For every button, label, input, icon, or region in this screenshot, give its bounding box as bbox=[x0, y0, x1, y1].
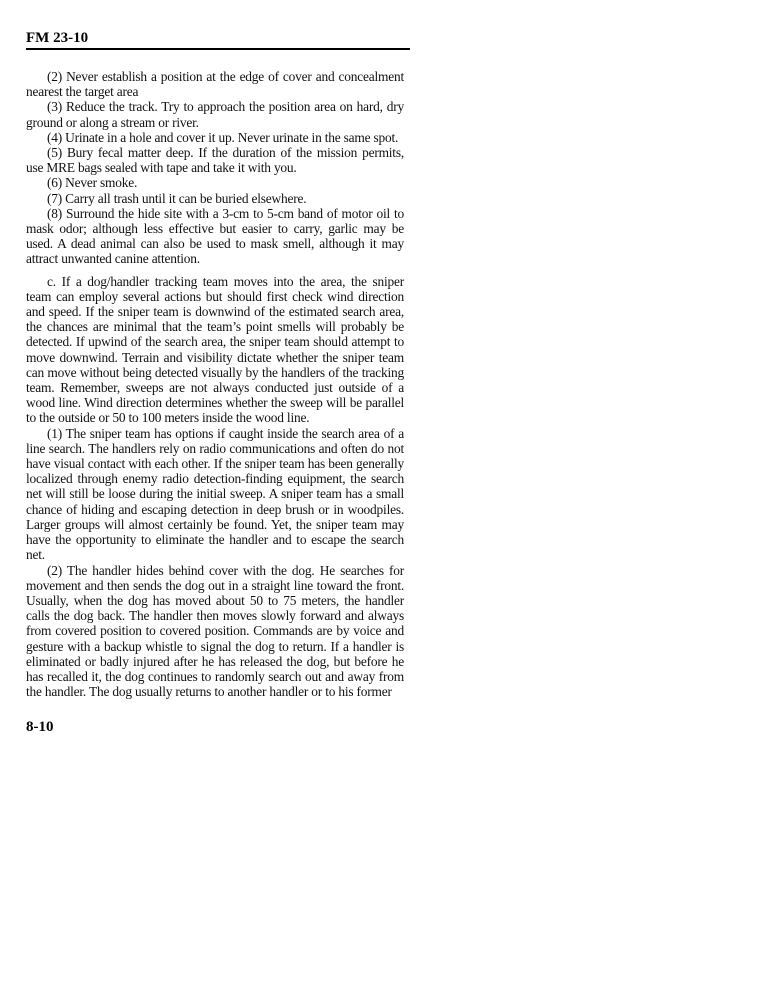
manual-id: FM 23-10 bbox=[26, 30, 89, 46]
paragraph: (2) The handler hides behind cover with the dog. He searches for movement and then sends the dog out in a straight line toward the front. Usually, when the dog has moved about 50 to 75 meters, the handler calls the dog back. The handler then moves slowly forward and always from covered position to covered position. Commands are by voice and gesture with a backup whistle to signal the dog to return. If a handler is eliminated or badly injured after he has released the dog, but before he has recalled it, the dog continues to randomly search out and away from the handler. The dog usually returns to another handler or to his former bbox=[26, 562, 404, 700]
page-header bbox=[26, 30, 410, 50]
paragraph: (5) Bury fecal matter deep. If the duration of the mission permits, use MRE bags sealed with tape and take it with you. bbox=[26, 145, 404, 176]
paragraph: (2) Never establish a position at the edge of cover and concealment nearest the target area bbox=[26, 69, 404, 100]
paragraph: (7) Carry all trash until it can be buried elsewhere. bbox=[47, 190, 307, 206]
paragraph: c. If a dog/handler tracking team moves into the area, the sniper team can employ several actions but should first check wind direction and speed. If the sniper team is downwind of the estimated search area, the chances are minimal that the team’s point smells will probably be detected. If upwind of the search area, the sniper team should attempt to move downwind. Terrain and visibility dictate whether the sniper team can move without being detected visually by the handlers of the tracking team. Remember, sweeps are not always conducted just outside of a wood line. Wind direction determines whether the sweep will be parallel to the outside or 50 to 100 meters inside the wood line. bbox=[26, 273, 404, 426]
body-text bbox=[26, 69, 404, 699]
paragraph: (8) Surround the hide site with a 3-cm to 5-cm band of motor oil to mask odor; although less effective but easier to carry, garlic may be used. A dead animal can also be used to mask smell, although it may attract unwanted canine attention. bbox=[26, 205, 404, 267]
paragraph: (6) Never smoke. bbox=[47, 175, 138, 191]
paragraph: (3) Reduce the track. Try to approach the position area on hard, dry ground or along a stream or river. bbox=[26, 99, 404, 130]
paragraph: (1) The sniper team has options if caught inside the search area of a line search. The handlers rely on radio communications and often do not have visual contact with each other. If the sniper team has been generally localized through enemy radio detection-finding equipment, the search net will still be loose during the initial sweep. A sniper team has a small chance of hiding and escaping detection in deep brush or in woodpiles. Larger groups will almost certainly be found. Yet, the sniper team may have the opportunity to eliminate the handler and to escape the search net. bbox=[26, 425, 404, 563]
paragraph: (4) Urinate in a hole and cover it up. Never urinate in the same spot. bbox=[47, 129, 399, 145]
page-number: 8-10 bbox=[26, 719, 54, 735]
